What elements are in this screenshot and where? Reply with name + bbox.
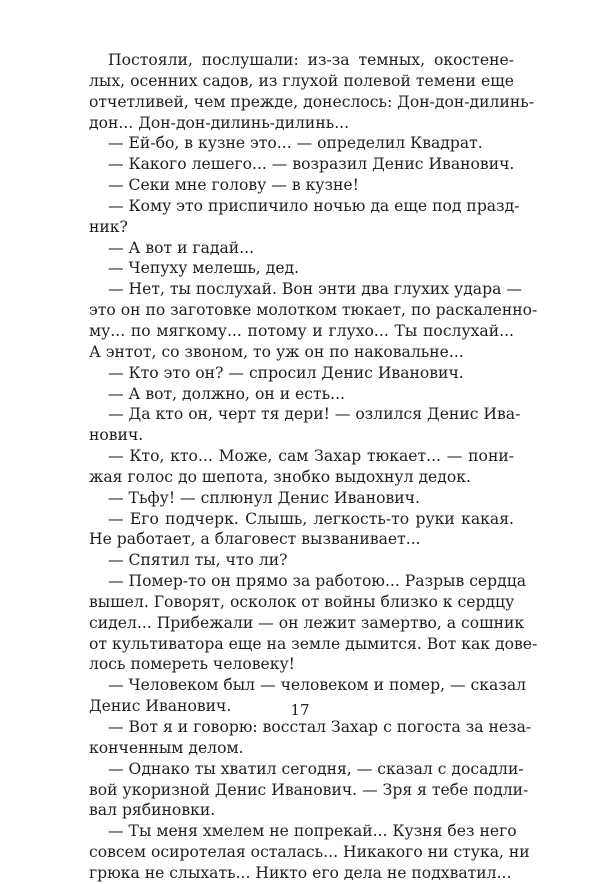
paragraph bbox=[89, 717, 532, 759]
text-line: — Тьфу! — сплюнул Денис Иванович. bbox=[108, 488, 420, 507]
text-line: сидел... Прибежали — он лежит замертво, а сошник bbox=[89, 613, 525, 632]
text-line: вой укоризной Денис Иванович. — Зря я тебе подли- bbox=[89, 780, 529, 799]
paragraph bbox=[89, 550, 514, 571]
text-line: — Однако ты хватил сегодня, — сказал с досадли- bbox=[108, 759, 524, 778]
paragraph bbox=[89, 384, 514, 405]
text-line: — Ты меня хмелем не попрекай... Кузня без него bbox=[108, 822, 517, 841]
text-line: му... по мягкому... потому и глухо... Ты послухай... bbox=[89, 321, 514, 340]
paragraph bbox=[89, 175, 514, 196]
text-line: — Ей-бо, в кузне это... — определил Квадрат. bbox=[108, 134, 483, 153]
text-line: грюка не слыхать... Никто его дела не подхватил... bbox=[89, 863, 512, 882]
text-line: дон... Дон-дон-дилинь-дилинь... bbox=[89, 113, 350, 132]
text-line: — Кто это он? — спросил Денис Иванович. bbox=[108, 363, 464, 382]
text-line: совсем осиротелая осталась... Никакого ни стука, ни bbox=[89, 843, 530, 862]
text-line: — Нет, ты послухай. Вон энти два глухих удара — bbox=[108, 280, 522, 299]
paragraph bbox=[89, 363, 514, 384]
paragraph bbox=[89, 279, 538, 362]
text-line: ник? bbox=[89, 217, 128, 236]
paragraph bbox=[89, 258, 514, 279]
paragraph bbox=[89, 759, 529, 822]
paragraph bbox=[89, 821, 530, 884]
text-line: — Кому это приспичило ночью да еще под празд- bbox=[108, 196, 520, 215]
text-line: — Секи мне голову — в кузне! bbox=[108, 176, 359, 195]
text-line: — Его подчерк. Слышь, легкость-то руки какая. bbox=[108, 509, 514, 528]
text-line: — Помер-то он прямо за работою... Разрыв сердца bbox=[108, 572, 527, 591]
text-line: — Чепуху мелешь, дед. bbox=[108, 259, 300, 278]
text-line: вал рябиновки. bbox=[89, 801, 216, 820]
text-line: нович. bbox=[89, 426, 144, 445]
text-line: — А вот, должно, он и есть... bbox=[108, 384, 345, 403]
text-line: лось помереть человеку! bbox=[89, 655, 295, 674]
text-line: — Кто, кто... Може, сам Захар тюкает... — пони- bbox=[108, 447, 514, 466]
text-line: — А вот и гадай... bbox=[108, 238, 255, 257]
text-line: вышел. Говорят, осколок от войны близко к сердцу bbox=[89, 592, 515, 611]
text-line: А энтот, со звоном, то уж он по наковальне... bbox=[89, 342, 464, 361]
paragraph bbox=[89, 196, 520, 238]
paragraph bbox=[89, 50, 535, 133]
paragraph bbox=[89, 509, 514, 551]
text-line: — Какого лешего... — возразил Денис Иванович. bbox=[108, 155, 515, 174]
paragraph bbox=[89, 133, 514, 154]
paragraph bbox=[89, 488, 514, 509]
text-line: лых, осенних садов, из глухой полевой темени еще bbox=[89, 71, 514, 90]
paragraph bbox=[89, 238, 514, 259]
paragraph bbox=[89, 571, 538, 675]
text-line: — Человеком был — человеком и помер, — сказал bbox=[108, 676, 527, 695]
text-line: Денис Иванович. bbox=[89, 697, 232, 716]
text-line: — Вот я и говорю: восстал Захар с погоста за неза- bbox=[108, 718, 532, 736]
paragraph bbox=[89, 404, 521, 446]
paragraph bbox=[89, 154, 514, 175]
text-line: — Да кто он, черт тя дери! — озлился Денис Ива- bbox=[108, 405, 521, 424]
text-line: жая голос до шепота, знобко выдохнул дедок. bbox=[89, 467, 471, 486]
text-line: от культиватора еще на земле дымится. Вот как дове- bbox=[89, 634, 538, 653]
text-line: отчетливей, чем прежде, донеслось: Дон-дон-дилинь- bbox=[89, 92, 535, 111]
text-line: это он по заготовке молотком тюкает, по раскаленно- bbox=[89, 301, 538, 320]
body-text bbox=[89, 50, 538, 884]
text-line: Постояли, послушали: из-за темных, окостене- bbox=[108, 51, 514, 69]
text-line: конченным делом. bbox=[89, 738, 244, 757]
text-line: — Спятил ты, что ли? bbox=[108, 551, 288, 570]
page-number: 17 bbox=[290, 701, 310, 719]
paragraph bbox=[89, 446, 514, 488]
text-line: Не работает, а благовест вызванивает... bbox=[89, 530, 421, 549]
